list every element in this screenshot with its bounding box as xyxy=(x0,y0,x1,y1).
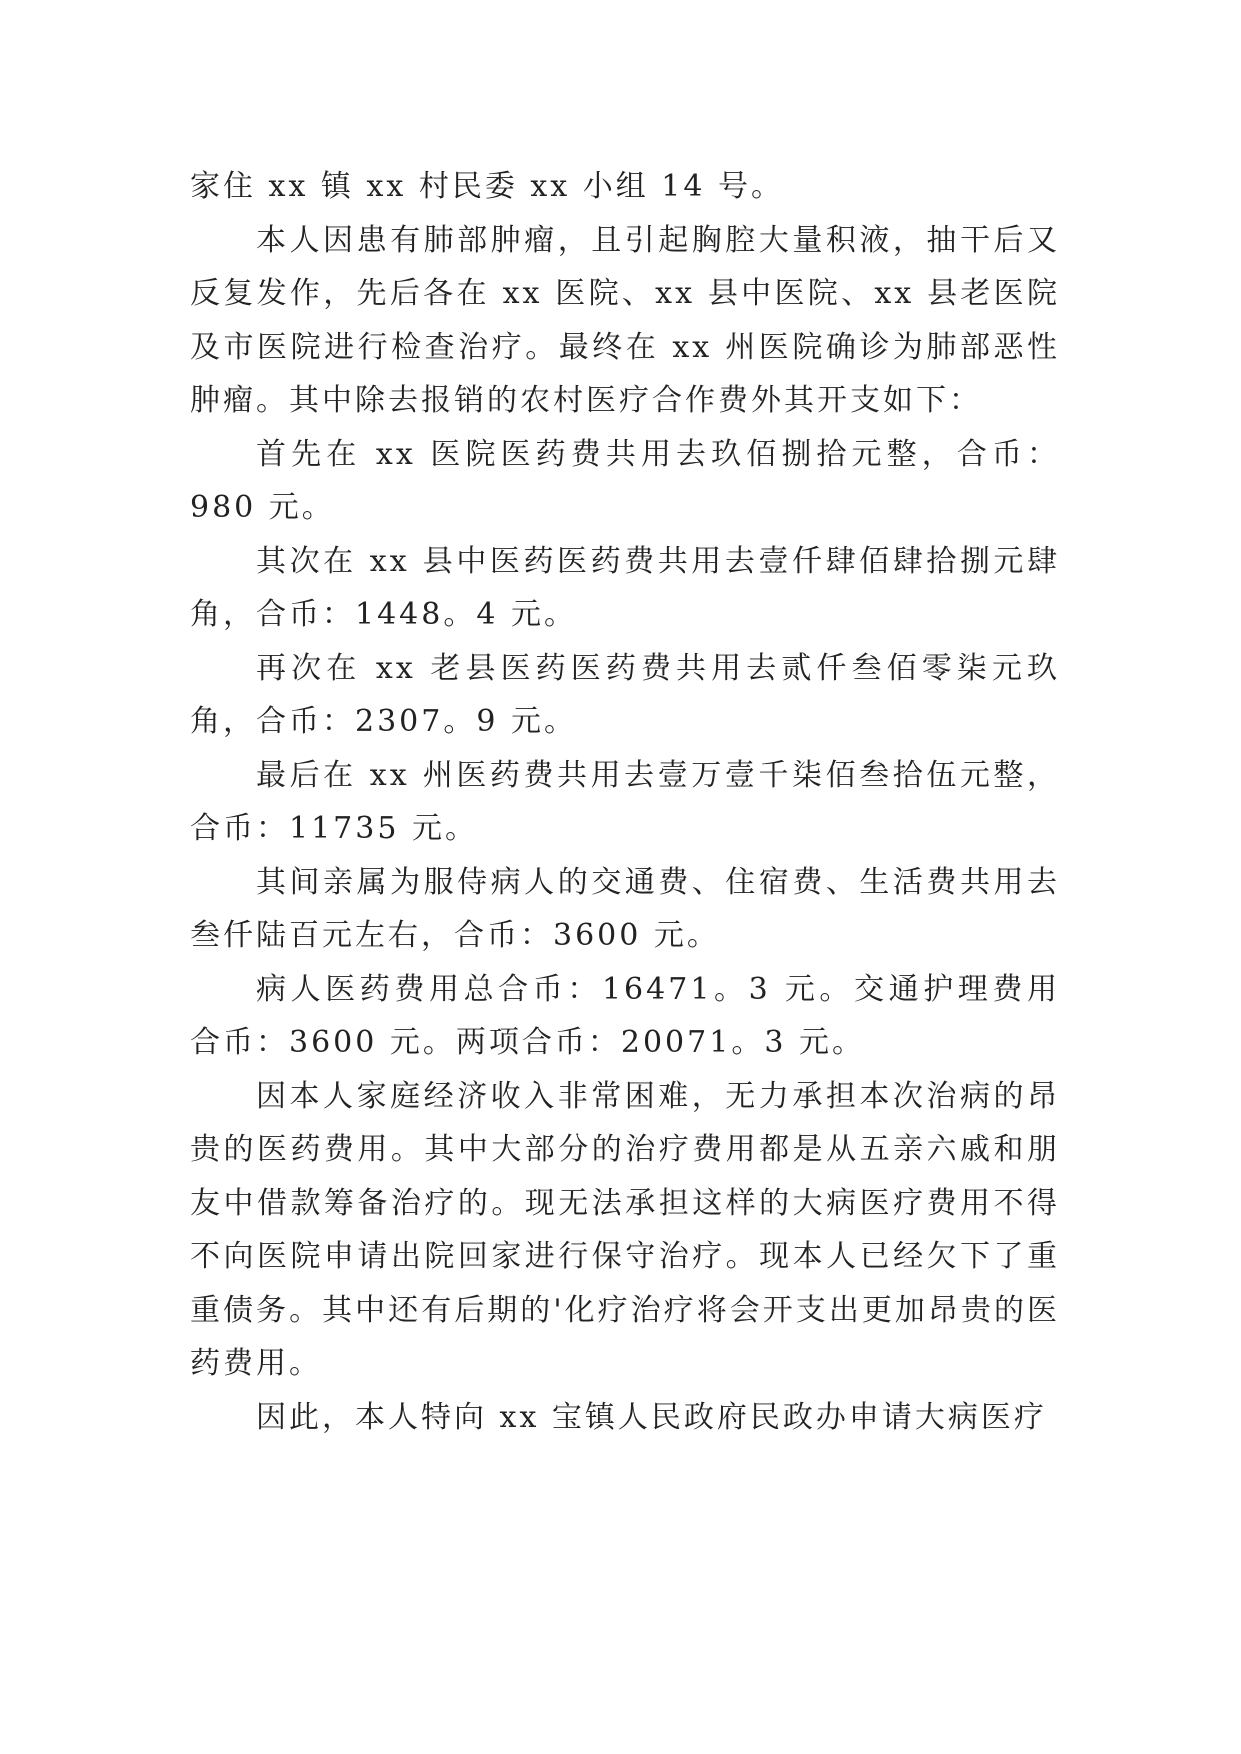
document-body xyxy=(190,160,1060,1444)
paragraph-family-expense: 其间亲属为服侍病人的交通费、住宿费、生活费共用去叁仟陆百元左右，合币：3600 元。 xyxy=(190,864,1060,953)
paragraph-hardship: 因本人家庭经济收入非常困难，无力承担本次治病的昂贵的医药费用。其中大部分的治疗费用都是从五亲六戚和朋友中借款筹备治疗的。现无法承担这样的大病医疗费用不得不向医院申请出院回家进行保守治疗。现本人已经欠下了重重债务。其中还有后期的'化疗治疗将会开支出更加昂贵的医药费用。 xyxy=(190,1078,1060,1381)
paragraph-total: 病人医药费用总合币：16471。3 元。交通护理费用合币：3600 元。两项合币：20071。3 元。 xyxy=(190,971,1060,1060)
paragraph-request: 因此，本人特向 xx 宝镇人民政府民政办申请大病医疗 xyxy=(256,1399,1047,1435)
paragraph-expense-last: 最后在 xx 州医药费共用去壹万壹千柒佰叁拾伍元整，合币：11735 元。 xyxy=(190,757,1060,846)
paragraph-expense-first: 首先在 xx 医院医药费共用去玖佰捌拾元整，合币：980 元。 xyxy=(190,436,1060,525)
paragraph-address: 家住 xx 镇 xx 村民委 xx 小组 14 号。 xyxy=(190,169,784,204)
paragraph-expense-second: 其次在 xx 县中医药医药费共用去壹仟肆佰肆拾捌元肆角，合币：1448。4 元。 xyxy=(190,543,1060,632)
paragraph-illness-description: 本人因患有肺部肿瘤，且引起胸腔大量积液，抽干后又反复发作，先后各在 xx 医院、xx 县中医院、xx 县老医院及市医院进行检查治疗。最终在 xx 州医院确诊为肺部恶性肿瘤。其中除去报销的农村医疗合作费外其开支如下： xyxy=(190,222,1060,418)
paragraph-expense-third: 再次在 xx 老县医药医药费共用去贰仟叁佰零柒元玖角，合币：2307。9 元。 xyxy=(190,650,1060,739)
